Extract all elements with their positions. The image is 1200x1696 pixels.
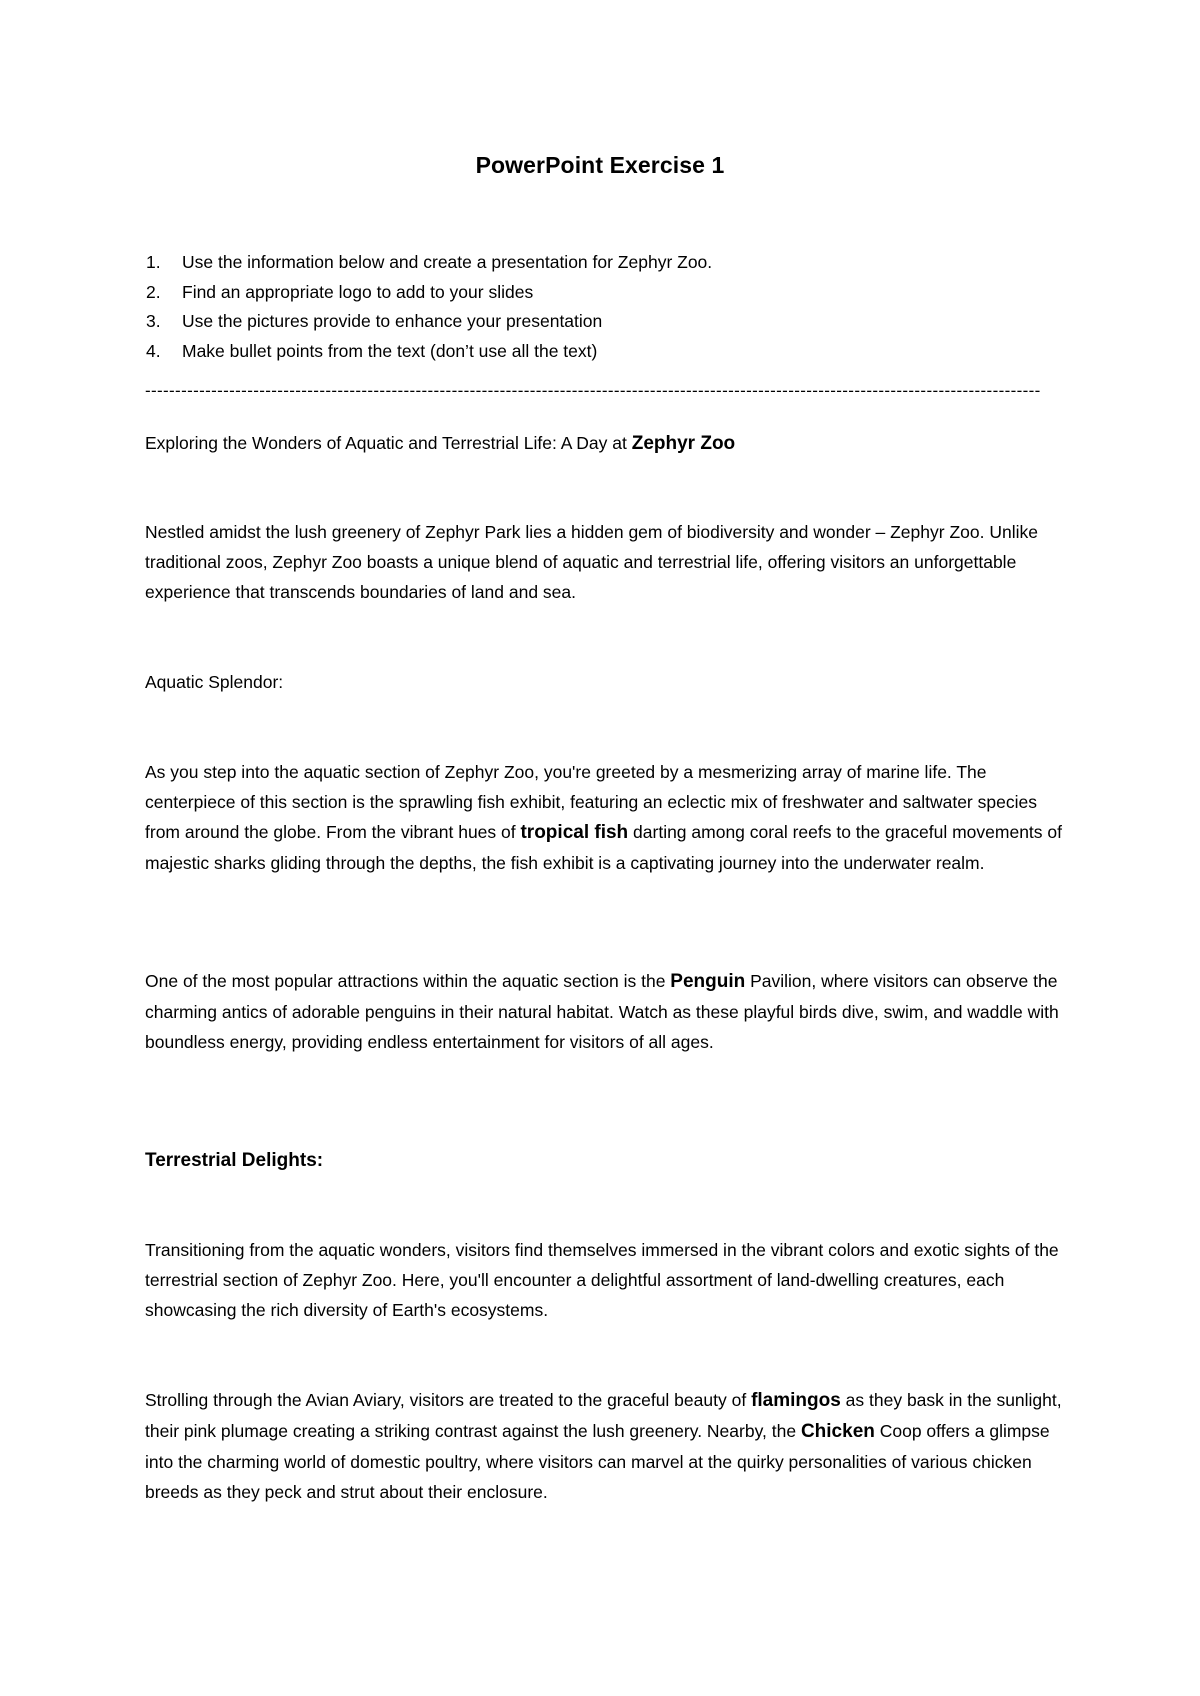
aquatic-heading: Aquatic Splendor: [145, 672, 284, 692]
paragraph-text: Pavilion, where visitors can observe the charming antics of adorable penguins in their natural habitat. Watch as these playful birds dive, swim, and waddle with boundless energy, providing endless entertainment for visitors of all ages. [145, 971, 1059, 1052]
paragraph-text: darting among coral reefs to the graceful movements of majestic sharks gliding through the depths, the fish exhibit is a captivating journey into the underwater realm. [145, 822, 1063, 873]
list-item-text: Make bullet points from the text (don’t use all the text) [182, 340, 598, 361]
terrestrial-paragraph-1: Transitioning from the aquatic wonders, visitors find themselves immersed in the vibrant colors and exotic sights of the terrestrial section of Zephyr Zoo. Here, you'll encounter a delightful assortment of land-dwelling creatures, each showcasing the rich diversity of Earth's ecosystems. [145, 1240, 1059, 1320]
aquatic-paragraph-2 [145, 966, 1065, 1057]
instruction-list [146, 248, 713, 366]
bold-term-penguin: Penguin [670, 971, 746, 992]
list-item [146, 307, 712, 337]
terrestrial-heading: Terrestrial Delights: [145, 1150, 324, 1171]
paragraph-text: as they bask in the sunlight, their pink plumage creating a striking contrast against the lush greenery. Nearby, the [145, 1390, 1062, 1441]
bold-term-tropical-fish: tropical fish [520, 822, 629, 843]
subtitle-bold: Zephyr Zoo [631, 433, 736, 454]
subtitle-text: Exploring the Wonders of Aquatic and Terrestrial Life: A Day at [145, 433, 632, 453]
subtitle [145, 428, 1065, 459]
bold-term-chicken: Chicken [800, 1421, 875, 1442]
paragraph-text: As you step into the aquatic section of Zephyr Zoo, you're greeted by a mesmerizing array of marine life. The centerpiece of this section is the sprawling fish exhibit, featuring an eclectic mix of freshwater and saltwater species from around the globe. From the vibrant hues of [145, 762, 1037, 842]
list-item-text: Use the pictures provide to enhance your presentation [182, 311, 603, 331]
aquatic-paragraph-1 [145, 757, 1065, 878]
paragraph-text: Strolling through the Avian Aviary, visitors are treated to the graceful beauty of [145, 1390, 752, 1410]
page-title: PowerPoint Exercise 1 [475, 152, 725, 178]
paragraph-text: One of the most popular attractions within the aquatic section is the [145, 971, 671, 991]
list-item [146, 248, 713, 278]
list-item [146, 278, 712, 308]
list-item-text: Find an appropriate logo to add to your slides [182, 281, 534, 302]
list-item-text: Use the information below and create a presentation for Zephyr Zoo. [182, 252, 713, 272]
list-item-number: 4. [146, 340, 161, 361]
list-item-number: 1. [146, 252, 161, 272]
intro-paragraph: Nestled amidst the lush greenery of Zephyr Park lies a hidden gem of biodiversity and wonder – Zephyr Zoo. Unlike traditional zoos, Zephyr Zoo boasts a unique blend of aquatic and terrestrial life, offering visitors an unforgettable experience that transcends boundaries of land and sea. [145, 522, 1038, 602]
list-item-number: 3. [146, 311, 161, 331]
dashed-divider: ----------------------------------------------------------------------------------------------------------------------------------------------------- [145, 381, 1041, 400]
bold-term-flamingos: flamingos [751, 1390, 841, 1411]
list-item-number: 2. [146, 281, 161, 302]
paragraph-text: Coop offers a glimpse into the charming world of domestic poultry, where visitors can marvel at the quirky personalities of various chicken breeds as they peck and strut about their enclosure. [145, 1421, 1050, 1502]
terrestrial-paragraph-2 [145, 1385, 1065, 1507]
list-item [146, 337, 712, 367]
